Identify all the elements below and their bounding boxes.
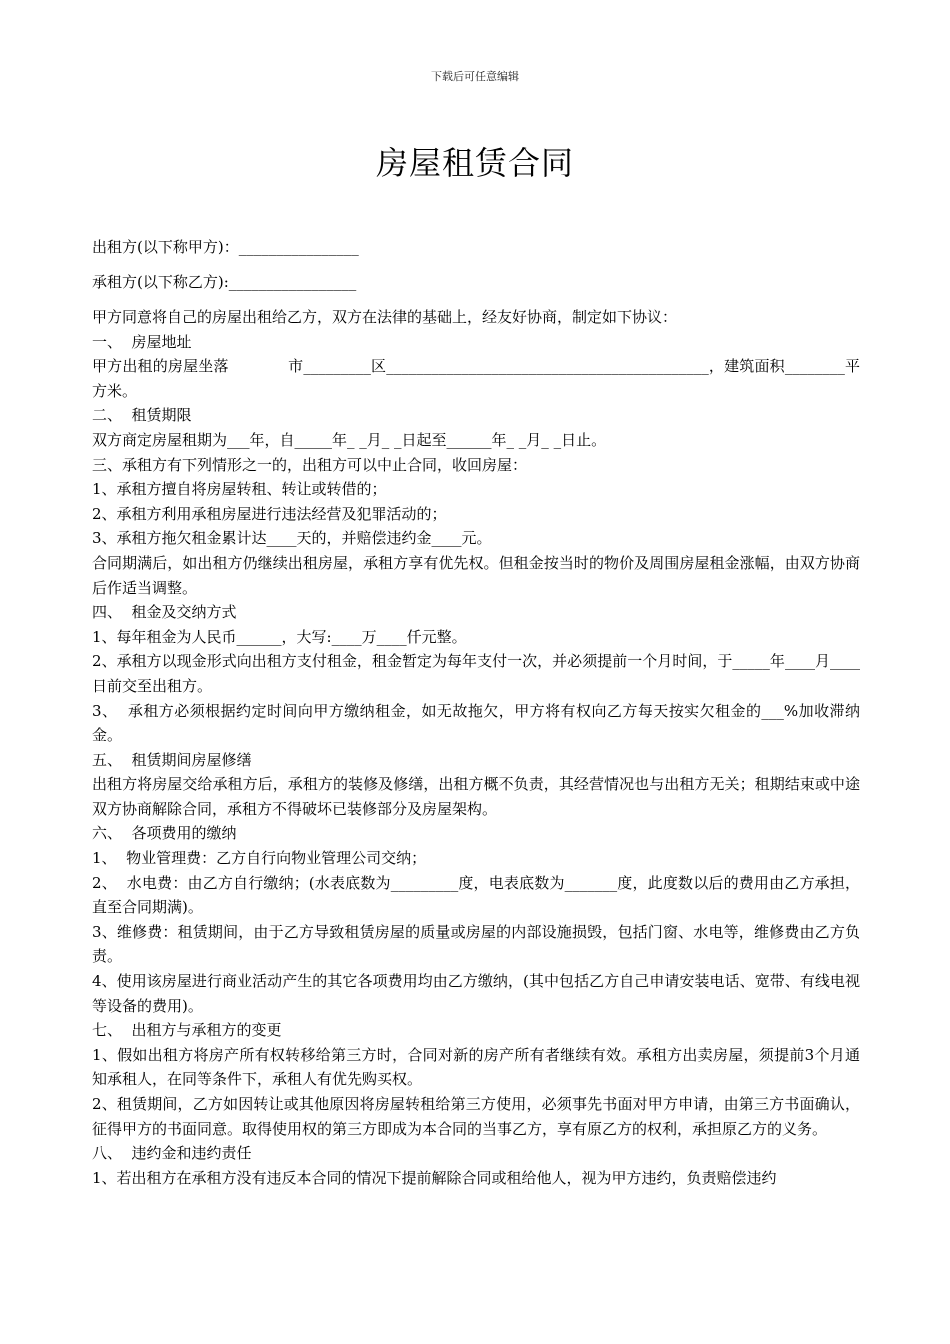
section-heading-8: 八、 违约金和违约责任	[92, 1144, 252, 1163]
intro-paragraph: 甲方同意将自己的房屋出租给乙方，双方在法律的基础上，经友好协商，制定如下协议：	[92, 308, 678, 326]
clause-paragraph: 3、 承租方必须根据约定时间向甲方缴纳租金，如无故拖欠，甲方将有权向乙方每天按实欠租金的___%加收滞纳金。	[92, 701, 860, 745]
section-heading-5: 五、 租赁期间房屋修缮	[92, 750, 252, 769]
clause-paragraph: 1、若出租方在承租方没有违反本合同的情况下提前解除合同或租给他人，视为甲方违约，负责赔偿违约	[92, 1168, 777, 1187]
clause-paragraph: 3、承租方拖欠租金累计达____天的，并赔偿违约金____元。	[92, 529, 492, 548]
clause-paragraph: 2、承租方利用承租房屋进行违法经营及犯罪活动的；	[92, 504, 447, 523]
section-heading-6: 六、 各项费用的缴纳	[92, 824, 237, 843]
section-heading-7: 七、 出租方与承租方的变更	[92, 1021, 282, 1040]
section-heading-3: 三、承租方有下列情形之一的，出租方可以中止合同，收回房屋：	[92, 455, 528, 474]
clause-paragraph: 出租方将房屋交给承租方后，承租方的装修及修缮，出租方概不负责，其经营情况也与出租方无关；租期结束或中途双方协商解除合同，承租方不得破坏已装修部分及房屋架构。	[92, 775, 860, 818]
clause-paragraph: 1、承租方擅自将房屋转租、转让或转借的；	[92, 480, 387, 499]
section-heading-1: 一、 房屋地址	[92, 332, 192, 351]
clause-paragraph: 双方商定房屋租期为___年，自_____年_ _月_ _日起至______年_ _月_ _日止。	[92, 430, 607, 449]
clause-paragraph: 1、 物业管理费：乙方自行向物业管理公司交纳；	[92, 849, 427, 868]
clause-paragraph: 合同期满后，如出租方仍继续出租房屋，承租方享有优先权。但租金按当时的物价及周围房屋租金涨幅，由双方协商后作适当调整。	[92, 553, 860, 597]
contract-body	[92, 305, 860, 1190]
clause-paragraph: 4、使用该房屋进行商业活动产生的其它各项费用均由乙方缴纳，(其中包括乙方自己申请安装电话、宽带、有线电视等设备的费用)。	[92, 972, 860, 1015]
clause-paragraph: 2、 水电费：由乙方自行缴纳；(水表底数为_________度，电表底数为_______度，此度数以后的费用由乙方承担，直至合同期满)。	[92, 873, 860, 917]
clause-paragraph: 3、维修费：租赁期间，由于乙方导致租赁房屋的质量或房屋的内部设施损毁，包括门窗、水电等，维修费由乙方负责。	[92, 922, 860, 966]
clause-paragraph: 1、每年租金为人民币______，大写:____万____仟元整。	[92, 627, 467, 646]
document-title: 房屋租赁合同	[375, 144, 574, 182]
lessor-line: 出租方(以下称甲方)：________________	[92, 238, 359, 256]
clause-paragraph: 1、假如出租方将房产所有权转移给第三方时，合同对新的房产所有者继续有效。承租方出卖房屋，须提前3个月通知承租人，在同等条件下，承租人有优先购买权。	[92, 1045, 860, 1089]
header-note: 下载后可任意编辑	[431, 70, 519, 83]
clause-paragraph: 2、承租方以现金形式向出租方支付租金，租金暂定为每年支付一次，并必须提前一个月时间，于_____年____月____日前交至出租方。	[92, 652, 860, 695]
lessee-line: 承租方(以下称乙方):_________________	[92, 273, 357, 291]
section-heading-4: 四、 租金及交纳方式	[92, 603, 237, 622]
clause-paragraph: 甲方出租的房屋坐落 市_________区___________________________________________，建筑面积________平方米。	[92, 357, 860, 400]
section-heading-2: 二、 租赁期限	[92, 406, 192, 425]
clause-paragraph: 2、租赁期间，乙方如因转让或其他原因将房屋转租给第三方使用，必须事先书面对甲方申请，由第三方书面确认，征得甲方的书面同意。取得使用权的第三方即成为本合同的当事乙方，享有原乙方的权利，承担原乙方的义务。	[92, 1095, 860, 1138]
